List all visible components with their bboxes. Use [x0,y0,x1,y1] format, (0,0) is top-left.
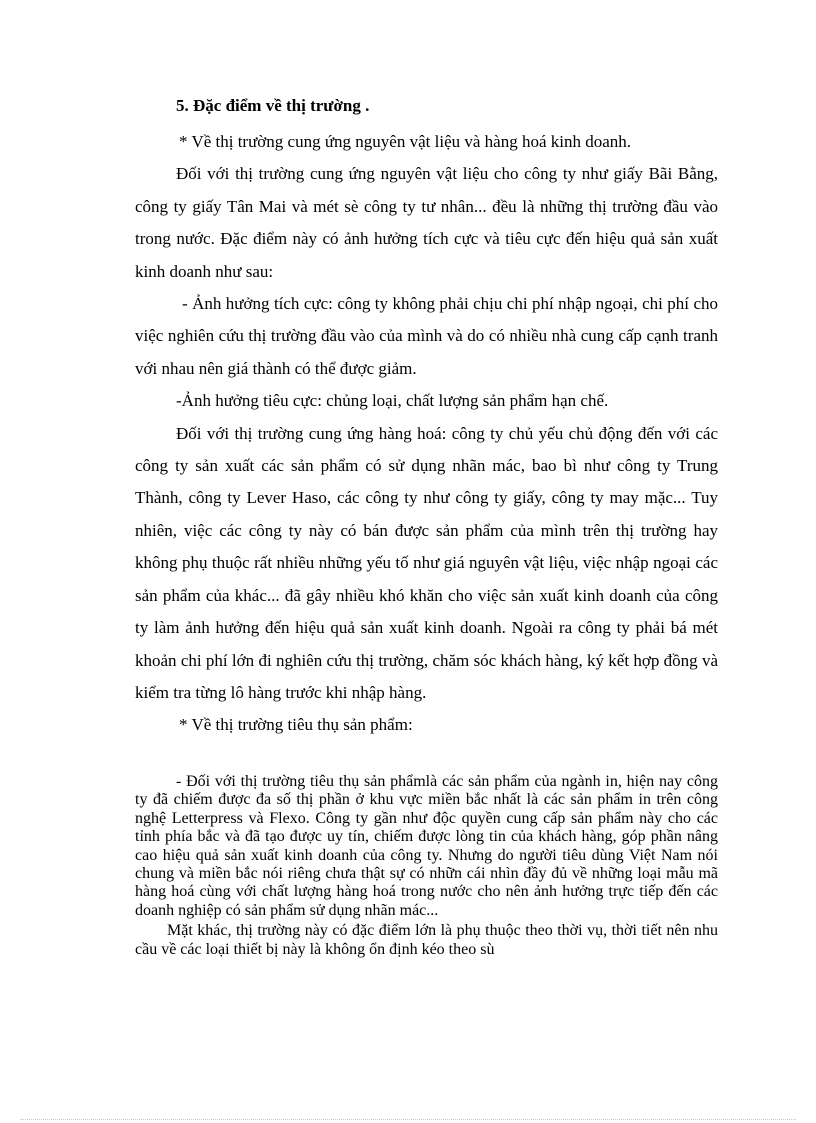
paragraph-positive-impact: - Ảnh hưởng tích cực: công ty không phải chịu chi phí nhập ngoại, chi phí cho việc nghiên cứu thị trường đầu vào của mình và do có nhiều nhà cung cấp cạnh tranh với nhau nên giá thành có thể được giảm. [135,294,718,378]
paragraph-supply-overview: Đối với thị trường cung ứng nguyên vật liệu cho công ty như giấy Bãi Bằng, công ty giấy Tân Mai và mét sè công ty tư nhân... đều là những thị trường đầu vào trong nước. Đặc điểm này có ảnh hưởng tích cực và tiêu cực đến hiệu quả sản xuất kinh doanh như sau: [135,164,718,281]
section-heading: 5. Đặc điểm về thị trường . [176,96,370,115]
paragraph-negative-impact: -Ảnh hưởng tiêu cực: chủng loại, chất lượng sản phẩm hạn chế. [176,391,609,411]
paragraph-consumption-market: - Đối với thị trường tiêu thụ sản phẩmlà các sản phẩm của ngành in, hiện nay công ty đã chiếm được đa số thị phần ở khu vực miền bắc nhất là các sản phẩm in trên công nghệ Letterpress và Flexo. Công ty gần như độc quyền cung cấp sản phẩm này cho các tỉnh phía bắc và đã tạo được uy tín, chiếm được lòng tin của khách hàng, góp phần nâng cao hiệu quả sản xuất kinh doanh của công ty. Nhưng do người tiêu dùng Việt Nam nói chung và miền bắc nói riêng chưa thật sự có nhữn cái nhìn đầy đủ về những loại mẫu mã hàng hoá cùng với chất lượng hàng hoá trong nước cho nên ảnh hưởng trực tiếp đến các doanh nghiệp có sản phẩm sử dụng nhãn mác... [135,773,718,919]
supply-market-subheading: * Về thị trường cung ứng nguyên vật liệu và hàng hoá kinh doanh. [179,132,632,151]
consumption-market-section [135,773,718,959]
paragraph-goods-supply: Đối với thị trường cung ứng hàng hoá: công ty chủ yếu chủ động đến với các công ty sản xuất các sản phẩm có sử dụng nhãn mác, bao bì như công ty Trung Thành, công ty Lever Haso, các công ty như công ty giấy, công ty may mặc... Tuy nhiên, việc các công ty này có bán được sản phẩm của mình trên thị trường hay không phụ thuộc rất nhiều những yếu tố như giá nguyên vật liệu, việc nhập ngoại các sản phẩm của khác... đã gây nhiều khó khăn cho việc sản xuất kinh doanh của công ty làm ảnh hưởng đến hiệu quả sản xuất kinh doanh. Ngoài ra công ty phải bá mét khoản chi phí lớn đi nghiên cứu thị trường, chăm sóc khách hàng, ký kết hợp đồng và kiểm tra từng lô hàng trước khi nhập hàng. [135,423,718,702]
page-bottom-divider [20,1119,796,1120]
supply-market-section [135,126,718,742]
consumption-market-subheading: * Về thị trường tiêu thụ sản phẩm: [179,715,413,735]
paragraph-seasonality: Mặt khác, thị trường này có đặc điểm lớn là phụ thuộc theo thời vụ, thời tiết nên nhu cầu về các loại thiết bị này là không ổn định kéo theo sù [135,922,718,958]
